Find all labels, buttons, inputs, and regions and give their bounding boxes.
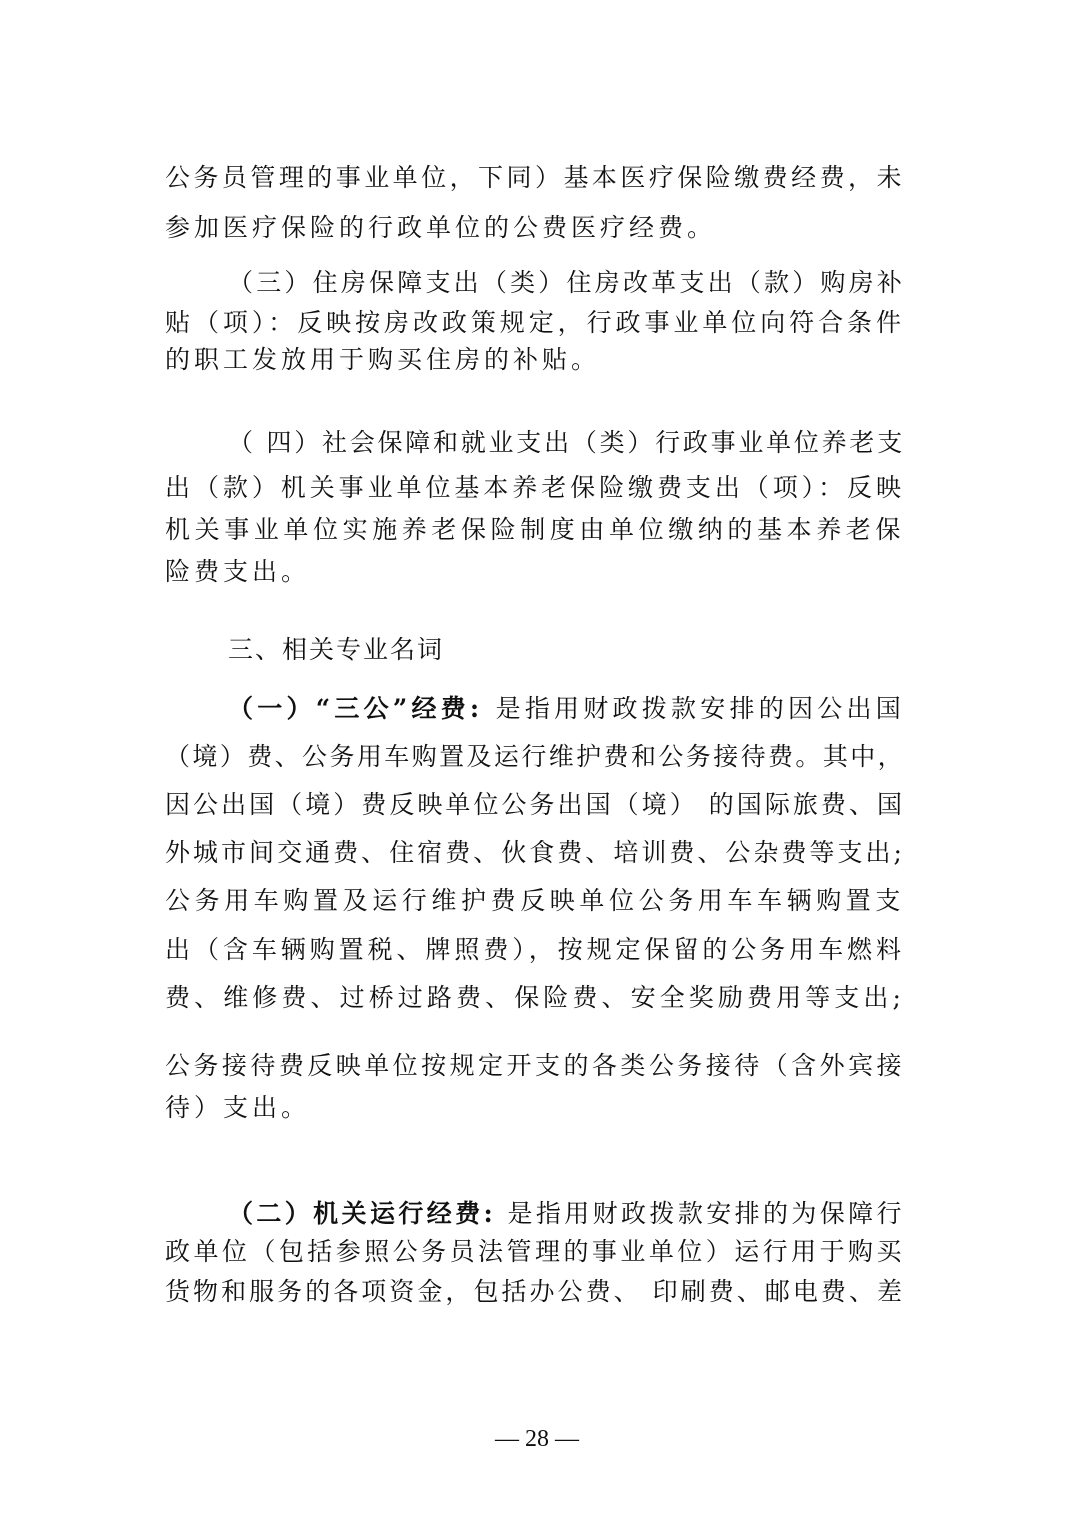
text-line: 公务员管理的事业单位，下同）基本医疗保险缴费经费，未 bbox=[165, 163, 905, 192]
text-line: 费、维修费、过桥过路费、保险费、安全奖励费用等支出; bbox=[165, 983, 906, 1012]
text-span: 是指用财政拨款安排的为保障行 bbox=[507, 1199, 905, 1228]
text-line: （三）住房保障支出（类）住房改革支出（款）购房补 bbox=[228, 268, 906, 297]
text-line: （ 四）社会保障和就业支出（类）行政事业单位养老支 bbox=[228, 428, 905, 457]
text-line bbox=[228, 693, 905, 725]
text-line: （境）费、公务用车购置及运行维护费和公务接待费。其中， bbox=[165, 742, 906, 771]
text-line: 出（含车辆购置税、牌照费），按规定保留的公务用车燃料 bbox=[165, 935, 905, 964]
text-line: 贴（项）：反映按房改政策规定，行政事业单位向符合条件 bbox=[165, 308, 905, 337]
text-line: 出（款）机关事业单位基本养老保险缴费支出（项）：反映 bbox=[165, 473, 905, 502]
term-jiguan: （二）机关运行经费: bbox=[228, 1199, 497, 1228]
term-sangong: （一）“三公”经费: bbox=[228, 694, 484, 723]
text-line: 外城市间交通费、住宿费、伙食费、培训费、公杂费等支出; bbox=[165, 838, 905, 867]
text-line: 险费支出。 bbox=[165, 557, 311, 586]
text-line: 参加医疗保险的行政单位的公费医疗经费。 bbox=[165, 213, 717, 242]
page-number: — 28 — bbox=[495, 1426, 579, 1452]
text-line: 因公出国（境）费反映单位公务出国（境） 的国际旅费、国 bbox=[165, 790, 906, 819]
section-heading: 三、相关专业名词 bbox=[228, 635, 445, 664]
text-line: 机关事业单位实施养老保险制度由单位缴纳的基本养老保 bbox=[165, 515, 906, 544]
text-line bbox=[228, 1198, 905, 1230]
text-line: 待）支出。 bbox=[165, 1093, 311, 1122]
text-line: 公务用车购置及运行维护费反映单位公务用车车辆购置支 bbox=[165, 886, 906, 915]
text-line: 政单位（包括参照公务员法管理的事业单位）运行用于购买 bbox=[165, 1237, 905, 1266]
text-line: 的职工发放用于购买住房的补贴。 bbox=[165, 345, 601, 374]
text-line: 公务接待费反映单位按规定开支的各类公务接待（含外宾接 bbox=[165, 1051, 905, 1080]
text-line: 货物和服务的各项资金，包括办公费、 印刷费、邮电费、差 bbox=[165, 1277, 906, 1306]
text-span: 是指用财政拨款安排的因公出国 bbox=[495, 694, 905, 723]
